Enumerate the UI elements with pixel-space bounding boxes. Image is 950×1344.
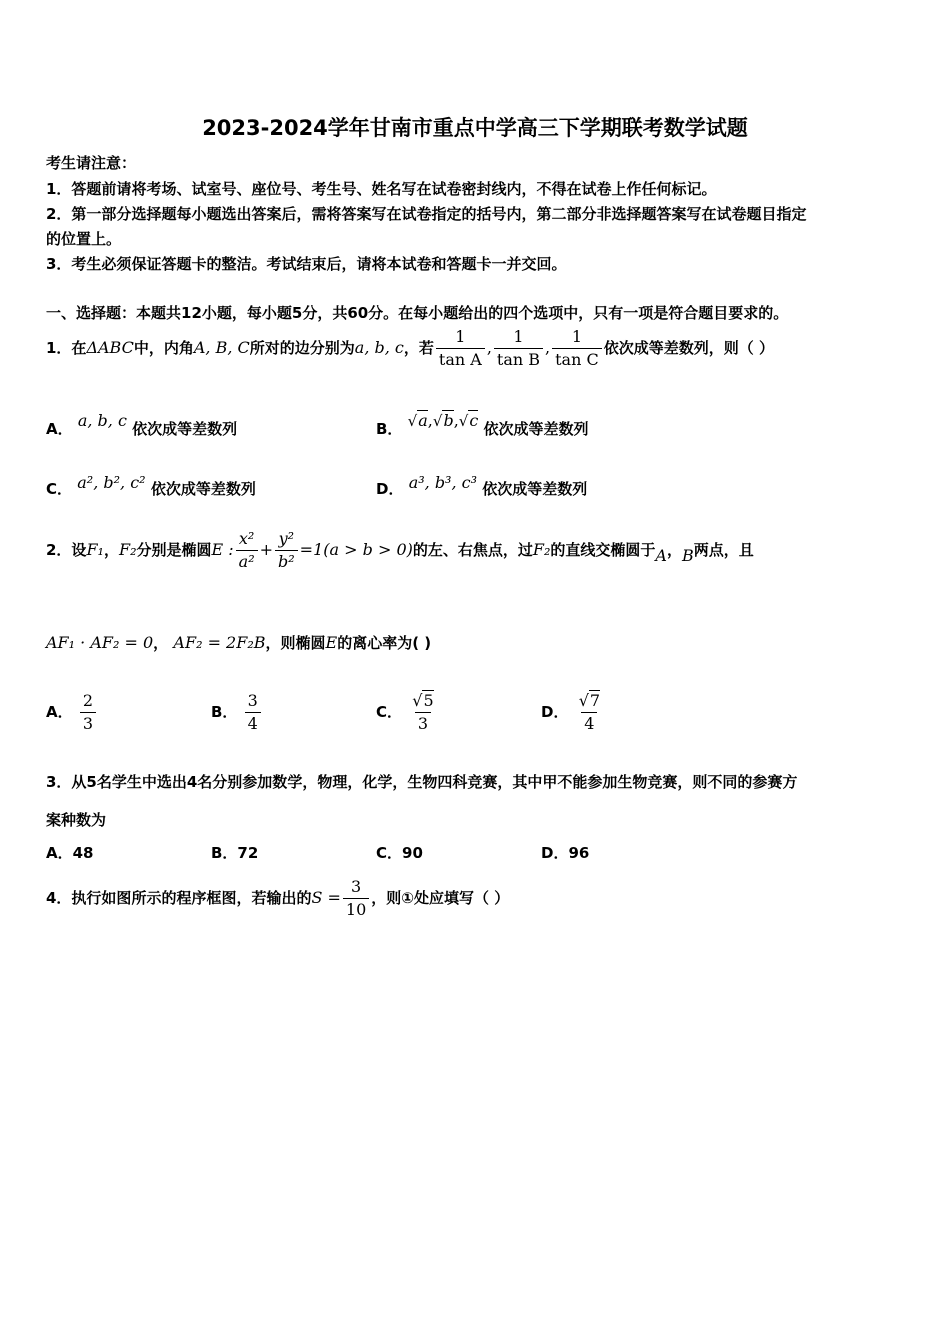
q2-option-d: D． $\frac{√7}{4}$ [541,691,601,733]
q1-option-a: A． a, b, c 依次成等差数列 [46,411,238,438]
question-1-stem: 1．在ΔABC中，内角A, B, C所对的边分别为a, b, c，若 $\frac{1}{\text{tan A}}$ , $\frac{1}{\text{tan B}}$ , $\frac{1}{\text{tan C}}$ 依次成等差数列，则（ ） [46,327,774,369]
q2-ellipse-name: E : [211,540,234,559]
notice-item-3: 3．考生必须保证答题卡的整洁。考试结束后，请将本试卷和答题卡一并交回。 [46,255,567,273]
notice-item-1: 1．答题前请将考场、试室号、座位号、考生号、姓名写在试卷密封线内，不得在试卷上作任何标记。 [46,180,717,198]
q1-fraction-b: $\frac{1}{\text{tan B}}$ [494,326,543,371]
q1-fraction-a: $\frac{1}{\text{tan A}}$ [436,326,485,371]
q2-dot-product: AF₁ · AF₂ = 0 [46,633,154,652]
exam-title: 2023-2024学年甘南市重点中学高三下学期联考数学试题 [202,116,748,140]
question-2-condition: AF₁ · AF₂ = 0， AF₂ = 2F₂B，则椭圆E的离心率为( ) [46,633,432,652]
q2-option-b: B． $\frac{3}{4}$ [211,690,263,735]
q1-text-2: 中，内角 [133,339,194,357]
q3-option-d: D．96 [541,844,590,862]
q1-text-3: 所对的边分别为 [249,339,355,357]
q2-focus-1: F₁ [86,540,104,559]
q3-option-b: B．72 [211,844,259,862]
q3-option-a: A．48 [46,844,94,862]
q1-triangle: ΔABC [86,338,134,357]
q2-vector-relation: AF₂ = 2F₂B [173,633,266,652]
q2-option-a: A． $\frac{2}{3}$ [46,690,98,735]
q1-text-1: 1．在 [46,339,87,357]
question-3-stem: 3．从5名学生中选出4名分别参加数学，物理，化学，生物四科竞赛，其中甲不能参加生物竞赛，则不同的参赛方 [46,773,798,791]
q1-angles: A, B, C [193,338,250,357]
q2-focus-2: F₂ [118,540,137,559]
section-heading: 一、选择题：本题共12小题，每小题5分，共60分。在每小题给出的四个选项中，只有一项是符合题目要求的。 [46,304,789,322]
question-4-stem: 4．执行如图所示的程序框图，若输出的S = $\frac{3}{10}$ ，则①处应填写（ ） [46,877,510,919]
q2-option-c: C． $\frac{√5}{3}$ [376,691,434,733]
notice-item-2: 2．第一部分选择题每小题选出答案后，需将答案写在试卷指定的括号内，第二部分非选择题答案写在试卷题目指定 [46,205,807,223]
question-3-stem-cont: 案种数为 [46,811,107,829]
q1-sides: a, b, c [354,338,404,357]
q4-fraction: $\frac{3}{10}$ [343,876,369,921]
q2-fraction-x: $\frac{\text{x²}}{\text{a²}}$ [236,528,258,573]
q1-text-5: 依次成等差数列，则（ ） [603,339,774,357]
q2-equation-condition: =1(a > b > 0) [299,540,413,559]
question-2-stem: 2．设F₁，F₂分别是椭圆E : $\frac{\text{x²}}{\text{a²}}$ + $\frac{\text{y²}}{\text{b²}}$ =1(a > b > 0)的左、右焦点，过F₂的直线交椭圆于A，B两点，且 [46,529,754,571]
q1-text-4: ，若 [403,339,434,357]
q2-fraction-y: $\frac{\text{y²}}{\text{b²}}$ [275,528,298,573]
notice-heading: 考生请注意： [46,154,137,172]
q1-option-d: D． a³, b³, c³ 依次成等差数列 [376,473,588,498]
q1-fraction-c: $\frac{1}{\text{tan C}}$ [552,326,602,371]
q1-option-c: C． a², b², c² 依次成等差数列 [46,473,256,498]
q3-option-c: C．90 [376,844,423,862]
q4-output-variable: S = [311,888,341,907]
notice-item-2-cont: 的位置上。 [46,230,122,248]
q1-option-b: B． √a,√b,√c 依次成等差数列 [376,411,589,438]
